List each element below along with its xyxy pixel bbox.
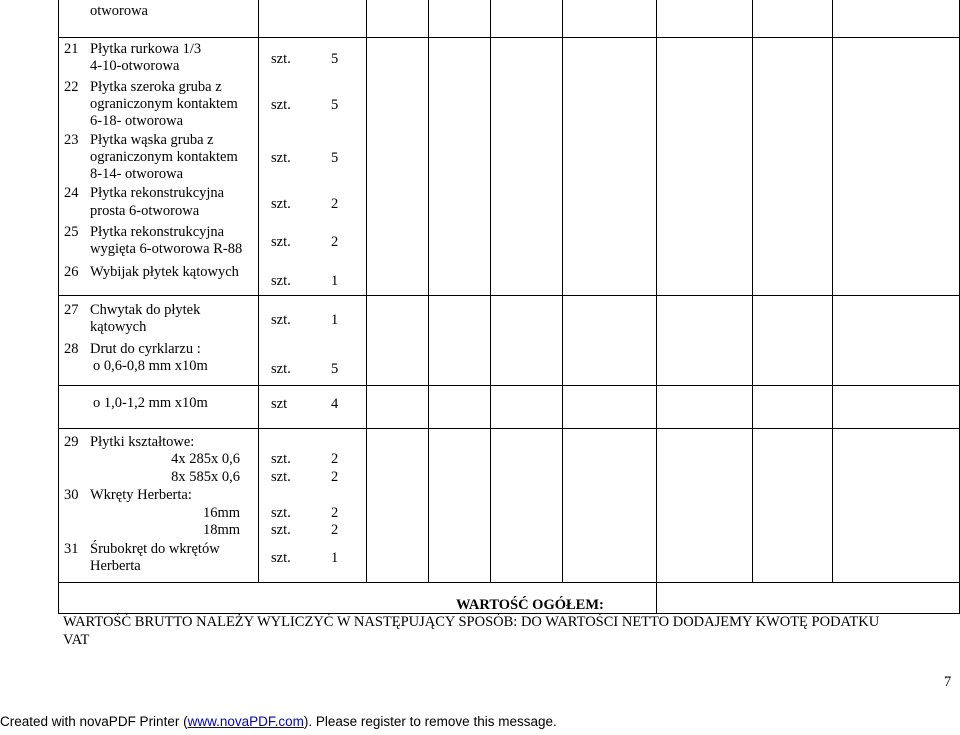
- row-divider: [58, 582, 960, 583]
- item-qty: 2: [331, 505, 339, 521]
- brutto-note-line1: WARTOŚĆ BRUTTO NALEŻY WYLICZYĆ W NASTĘPUJĄCY SPOSÓB: DO WARTOŚCI NETTO DODAJEMY KWOTĘ PODATKU: [63, 614, 880, 630]
- novapdf-footer: [0, 714, 557, 729]
- item-name-line: Płytka szeroka gruba z: [90, 79, 222, 95]
- item-unit: szt.: [271, 273, 291, 289]
- table-col-divider-7: [752, 0, 753, 583]
- item-number: 30: [64, 487, 79, 503]
- item-unit: szt.: [271, 469, 291, 485]
- item-qty: 2: [331, 234, 339, 250]
- item-unit: szt.: [271, 234, 291, 250]
- item-qty: 2: [331, 196, 339, 212]
- total-row-divider: [656, 582, 657, 614]
- item-number: 26: [64, 264, 79, 280]
- item-qty: 5: [331, 361, 339, 377]
- item-unit: szt: [271, 396, 288, 412]
- item-name-line: 6-18- otworowa: [90, 113, 184, 129]
- item-unit: szt.: [271, 51, 291, 67]
- item-sub-label: 18mm: [202, 522, 240, 538]
- item-sub-label: 4x 285x 0,6: [171, 451, 240, 467]
- item-sub-label: 16mm: [202, 505, 240, 521]
- item-name-line: Wkręty Herberta:: [90, 487, 192, 503]
- item-qty: 5: [331, 51, 339, 67]
- item-number: 23: [64, 132, 79, 148]
- item-unit: szt.: [271, 522, 291, 538]
- item-unit: szt.: [271, 550, 291, 566]
- item-qty: 2: [331, 522, 339, 538]
- brutto-note-line2: VAT: [63, 632, 90, 648]
- item-name-line: 4-10-otworowa: [90, 58, 180, 74]
- row-divider: [58, 385, 960, 386]
- total-row-border-left: [58, 582, 59, 614]
- table-col-divider-5: [562, 0, 563, 583]
- novapdf-link[interactable]: www.novaPDF.com: [187, 714, 304, 729]
- item-qty: 1: [331, 273, 339, 289]
- item-name-line: ograniczonym kontaktem: [90, 96, 238, 112]
- item-number: 21: [64, 41, 79, 57]
- table-col-divider-6: [656, 0, 657, 583]
- table-col-divider-1: [258, 0, 259, 583]
- item-qty: 2: [331, 451, 339, 467]
- item-sub-label: 8x 585x 0,6: [171, 469, 240, 485]
- item-name-line: Płytka rekonstrukcyjna: [90, 185, 225, 201]
- item-name-line: 8-14- otworowa: [90, 166, 184, 182]
- item-qty: 1: [331, 312, 339, 328]
- item-name-line: o 0,6-0,8 mm x10m: [93, 358, 208, 374]
- item-number: 27: [64, 302, 79, 318]
- footer-prefix: Created with novaPDF Printer (: [0, 714, 188, 729]
- table-col-divider-2: [366, 0, 367, 583]
- item-name-line: Śrubokręt do wkrętów: [90, 541, 220, 557]
- table-col-divider-3: [428, 0, 429, 583]
- item-name-line: Drut do cyrklarzu :: [90, 341, 201, 357]
- item-unit: szt.: [271, 150, 291, 166]
- total-label: WARTOŚĆ OGÓŁEM:: [456, 597, 604, 613]
- item-number: 29: [64, 434, 79, 450]
- item-unit: szt.: [271, 312, 291, 328]
- item-unit: szt.: [271, 196, 291, 212]
- item-qty: 5: [331, 150, 339, 166]
- item-unit: szt.: [271, 97, 291, 113]
- row-divider: [58, 295, 960, 296]
- item-name-line: ograniczonym kontaktem: [90, 149, 238, 165]
- table-col-divider-8: [832, 0, 833, 583]
- footer-suffix: ). Please register to remove this message.: [303, 714, 557, 729]
- item-name-line: Płytka rurkowa 1/3: [90, 41, 202, 57]
- item-qty: 5: [331, 97, 339, 113]
- item-number: 25: [64, 224, 79, 240]
- row-divider: [58, 37, 960, 38]
- item-qty: 1: [331, 550, 339, 566]
- table-col-divider-4: [490, 0, 491, 583]
- item-unit: szt.: [271, 361, 291, 377]
- item-name-line: Herberta: [90, 558, 141, 574]
- continued-row-text: otworowa: [90, 3, 148, 19]
- page-number: 7: [944, 674, 952, 690]
- item-number: 24: [64, 185, 79, 201]
- row-divider: [58, 428, 960, 429]
- item-name-line: Płytka wąska gruba z: [90, 132, 214, 148]
- item-name-line: Płytka rekonstrukcyjna: [90, 224, 225, 240]
- item-name-line: Chwytak do płytek: [90, 302, 201, 318]
- item-name-line: kątowych: [90, 319, 147, 335]
- item-name-line: Płytki kształtowe:: [90, 434, 195, 450]
- item-sub-label: o 1,0-1,2 mm x10m: [93, 395, 208, 411]
- item-number: 22: [64, 79, 79, 95]
- item-name-line: Wybijak płytek kątowych: [90, 264, 239, 280]
- item-unit: szt.: [271, 451, 291, 467]
- item-number: 28: [64, 341, 79, 357]
- item-number: 31: [64, 541, 79, 557]
- item-name-line: wygięta 6-otworowa R-88: [90, 241, 243, 257]
- item-unit: szt.: [271, 505, 291, 521]
- item-qty: 2: [331, 469, 339, 485]
- item-name-line: prosta 6-otworowa: [90, 203, 200, 219]
- item-qty: 4: [331, 396, 339, 412]
- table-border-left: [58, 0, 59, 583]
